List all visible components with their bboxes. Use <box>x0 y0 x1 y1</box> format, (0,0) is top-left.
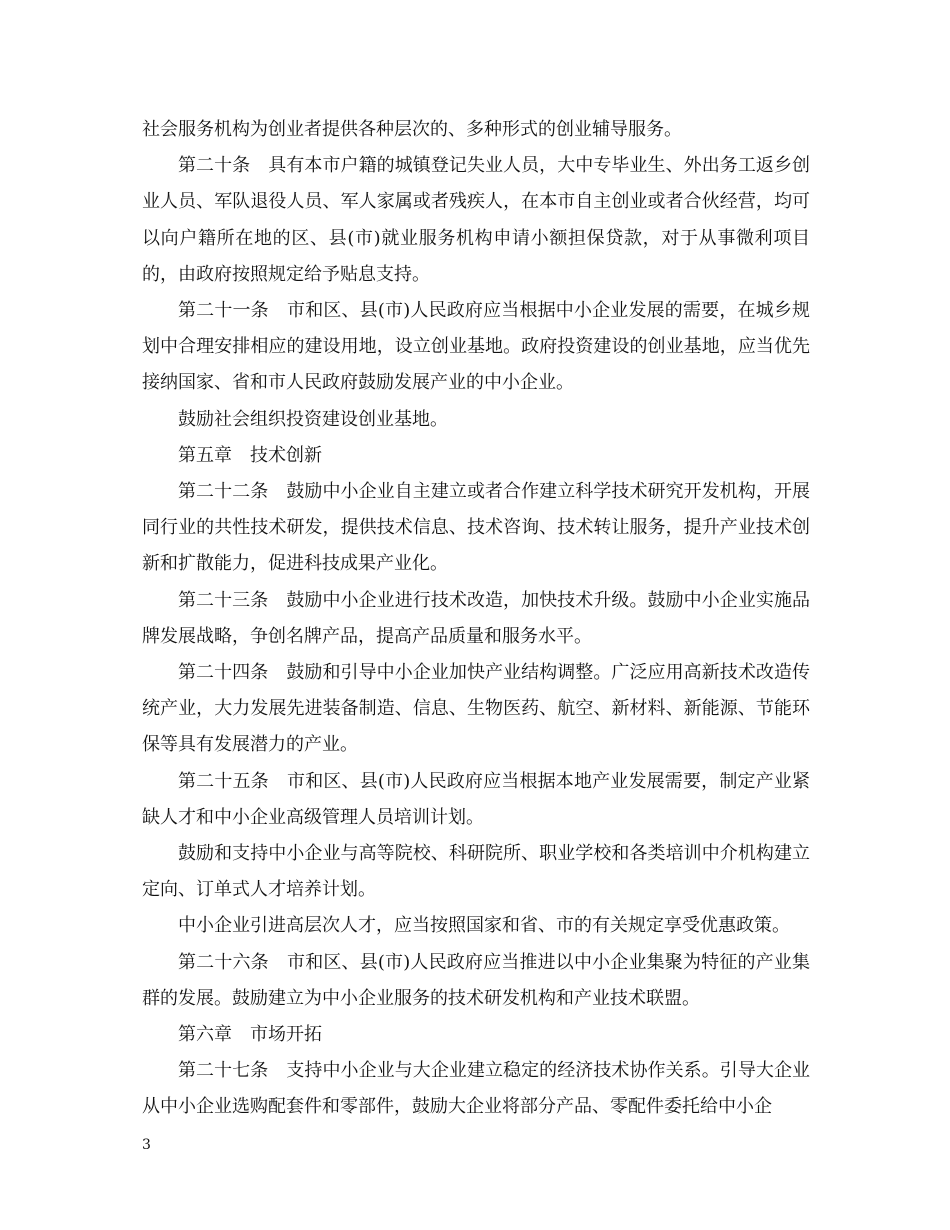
paragraph: 社会服务机构为创业者提供各种层次的、多种形式的创业辅导服务。 <box>142 119 682 140</box>
chapter-heading-6: 第六章 市场开拓 <box>178 1024 322 1046</box>
paragraph-article-23: 第二十三条 鼓励中小企业进行技术改造，加快技术升级。鼓励中小企业实施品牌发展战略，争创名牌产品，提高产品质量和服务水平。 <box>142 589 810 647</box>
paragraph-article-24: 第二十四条 鼓励和引导中小企业加快产业结构调整。广泛应用高新技术改造传统产业，大力发展先进装备制造、信息、生物医药、航空、新材料、新能源、节能环保等具有发展潜力的产业。 <box>142 662 810 756</box>
paragraph-article-20: 第二十条 具有本市户籍的城镇登记失业人员，大中专毕业生、外出务工返乡创业人员、军队退役人员、军人家属或者残疾人，在本市自主创业或者合伙经营，均可以向户籍所在地的区、县(市)就业服务机构申请小额担保贷款，对于从事微利项目的，由政府按照规定给予贴息支持。 <box>142 155 810 285</box>
paragraph-article-26: 第二十六条 市和区、县(市)人民政府应当推进以中小企业集聚为特征的产业集群的发展。鼓励建立为中小企业服务的技术研发机构和产业技术联盟。 <box>142 951 810 1009</box>
paragraph: 中小企业引进高层次人才，应当按照国家和省、市的有关规定享受优惠政策。 <box>178 915 790 937</box>
paragraph-article-27: 第二十七条 支持中小企业与大企业建立稳定的经济技术协作关系。引导大企业从中小企业选购配套件和零部件，鼓励大企业将部分产品、零配件委托给中小企 <box>142 1060 810 1118</box>
paragraph-article-25: 第二十五条 市和区、县(市)人民政府应当根据本地产业发展需要，制定产业紧缺人才和中小企业高级管理人员培训计划。 <box>142 770 810 828</box>
chapter-heading-5: 第五章 技术创新 <box>178 444 322 466</box>
page-number: 3 <box>142 1137 151 1153</box>
paragraph-article-22: 第二十二条 鼓励中小企业自主建立或者合作建立科学技术研究开发机构，开展同行业的共性技术研发，提供技术信息、技术咨询、技术转让服务，提升产业技术创新和扩散能力，促进科技成果产业化。 <box>142 481 810 575</box>
paragraph: 鼓励社会组织投资建设创业基地。 <box>178 408 448 430</box>
paragraph: 鼓励和支持中小企业与高等院校、科研院所、职业学校和各类培训中介机构建立定向、订单式人才培养计划。 <box>142 843 810 901</box>
paragraph-article-21: 第二十一条 市和区、县(市)人民政府应当根据中小企业发展的需要，在城乡规划中合理安排相应的建设用地，设立创业基地。政府投资建设的创业基地，应当优先接纳国家、省和市人民政府鼓励发展产业的中小企业。 <box>142 300 810 394</box>
document-body <box>142 112 810 1126</box>
